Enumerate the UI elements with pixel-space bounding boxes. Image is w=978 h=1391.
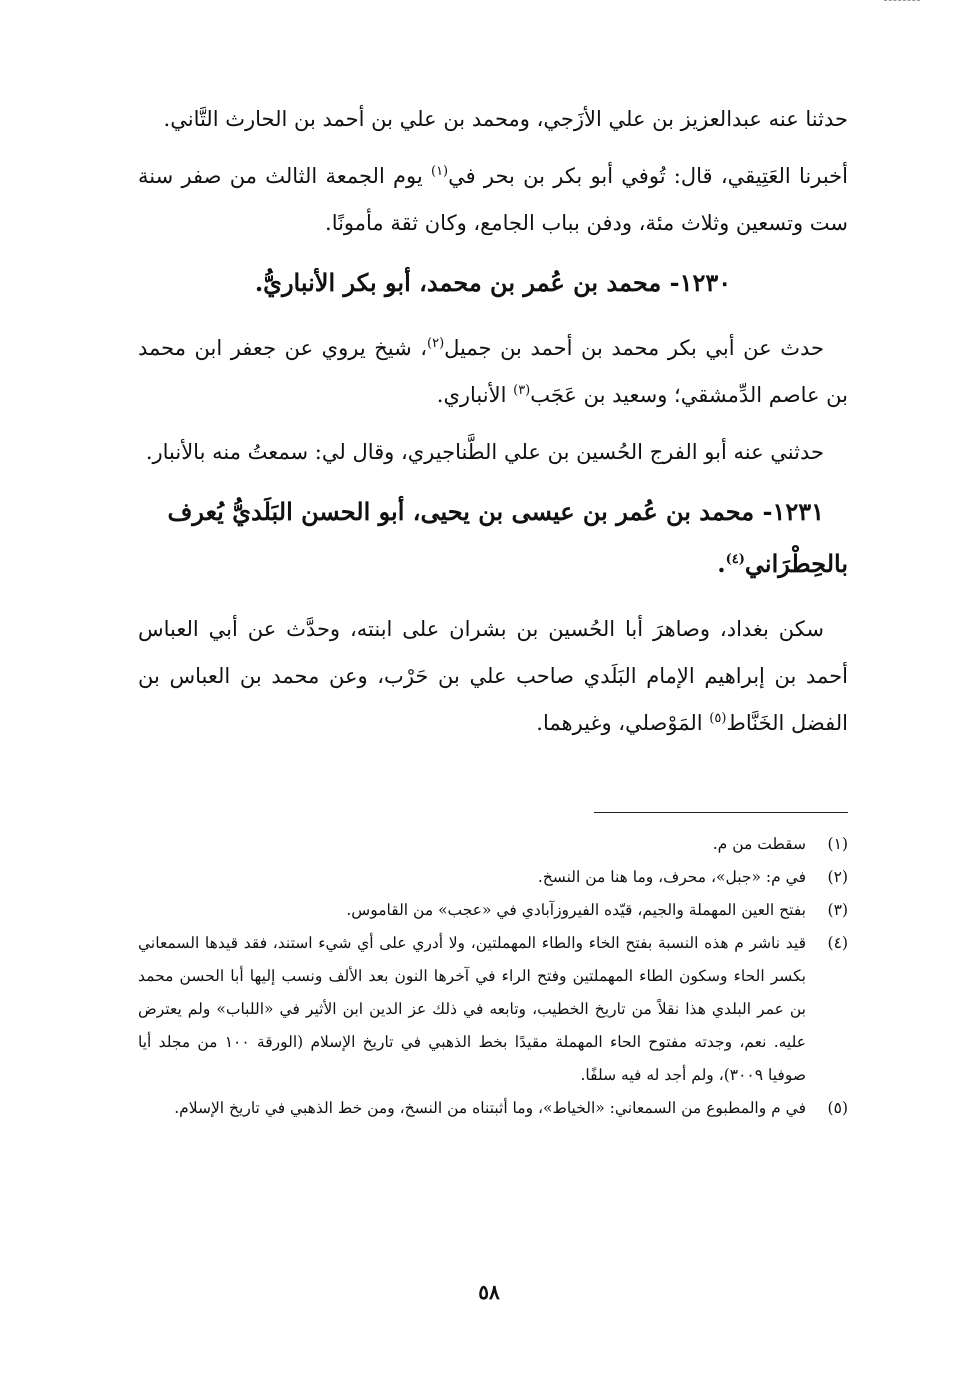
footnote-ref-5[interactable]: (٥) xyxy=(709,711,727,726)
footnote-ref-1[interactable]: (١) xyxy=(430,164,449,179)
paragraph-1-text: حدثنا عنه عبدالعزيز بن علي الأزَجي، ومحمد بن علي بن أحمد بن الحارث التَّاني. xyxy=(163,107,848,131)
footnote-4 xyxy=(138,927,848,1092)
entry-1231-heading xyxy=(138,486,848,590)
scan-edge-mark xyxy=(884,0,920,1)
paragraph-3 xyxy=(138,325,848,419)
footnote-5-text: في م والمطبوع من السمعاني: «الخياط»، وما أثبتناه من النسخ، ومن خط الذهبي في تاريخ الإسلام. xyxy=(174,1099,806,1117)
footnote-3 xyxy=(138,894,848,927)
page-number: ٥٨ xyxy=(478,1280,500,1304)
paragraph-5-text-b: المَوْصلي، وغيرهما. xyxy=(536,711,710,735)
paragraph-4-text: حدثني عنه أبو الفرج الحُسين بن علي الطَّناجيري، وقال لي: سمعتُ منه بالأنبار. xyxy=(145,440,824,464)
paragraph-3-text-c: الأنباري. xyxy=(436,383,514,407)
paragraph-5-text-a: سكن بغداد، وصاهرَ أبا الحُسين بن بشران على ابنته، وحدَّث عن أبي العباس أحمد بن إبراهيم الإمام البَلَدي صاحب علي بن حَرْب، وعن محمد بن العباس بن الفضل الخَنَّاط xyxy=(138,617,848,735)
entry-1231-heading-text-a: ١٢٣١- محمد بن عُمر بن عيسى بن يحيى، أبو الحسن البَلَديُّ يُعرف بالحِطْرَاني xyxy=(167,497,848,578)
footnote-2-number: (٢) xyxy=(827,868,848,886)
paragraph-2-text-b: يوم الجمعة الثالث من صفر سنة ست وتسعين وثلاث مئة، ودفن بباب الجامع، وكان ثقة مأمونًا. xyxy=(138,164,848,235)
paragraph-4 xyxy=(138,429,848,476)
entry-1230-heading xyxy=(138,257,848,309)
footnote-ref-3[interactable]: (٣) xyxy=(513,383,531,398)
footnote-4-number: (٤) xyxy=(827,934,848,952)
footnote-3-text: بفتح العين المهملة والجيم، قيّده الفيروزآبادي في «عجب» من القاموس. xyxy=(346,901,806,919)
footnote-5 xyxy=(138,1092,848,1125)
entry-1231-heading-text-b: . xyxy=(717,549,726,578)
entry-1230-heading-text: ١٢٣٠- محمد بن عُمر بن محمد، أبو بكر الأنباريُّ. xyxy=(254,268,732,297)
paragraph-3-text-b: ، شيخ يروي عن جعفر ابن محمد بن عاصم الدِّمشقي؛ وسعيد بن عَجَب xyxy=(138,336,848,407)
paragraph-2 xyxy=(138,153,848,247)
paragraph-5 xyxy=(138,606,848,747)
footnote-1-text: سقطت من م. xyxy=(712,835,806,853)
footnotes-section xyxy=(138,828,848,1125)
main-text xyxy=(138,96,848,757)
footnote-4-text: قيد ناشر م هذه النسبة بفتح الخاء والطاء المهملتين، ولا أدري على أي شيء استند، فقد قيدها السمعاني بكسر الحاء وسكون الطاء المهملتين وفتح الراء في آخرها النون بعد الألف ونسب إليها أبا الحسن محمد بن عمر البلدي هذا نقلاً من تاريخ الخطيب، وتابعه في ذلك عز الدين ابن الأثير في «اللباب» ولم يعترض عليه. نعم، وجدته مفتوح الحاء المهملة مقيدًا بخط الذهبي في تاريخ الإسلام (الورقة ١٠٠ من مجلد أيا صوفيا ٣٠٠٩)، ولم أجد له فيه سلفًا. xyxy=(138,934,806,1084)
footnote-ref-2[interactable]: (٢) xyxy=(427,336,445,351)
footnote-1 xyxy=(138,828,848,861)
footnote-ref-4[interactable]: (٤) xyxy=(725,552,745,567)
paragraph-1 xyxy=(138,96,848,143)
footnote-3-number: (٣) xyxy=(827,901,848,919)
footnote-1-number: (١) xyxy=(827,835,848,853)
footnote-2-text: في م: «جبل»، محرف، وما هنا من النسخ. xyxy=(537,868,806,886)
footnote-separator xyxy=(594,812,848,813)
paragraph-3-text-a: حدث عن أبي بكر محمد بن أحمد بن جميل xyxy=(444,336,824,360)
footnote-5-number: (٥) xyxy=(827,1099,848,1117)
footnote-2 xyxy=(138,861,848,894)
paragraph-2-text-a: أخبرنا العَتِيقي، قال: تُوفي أبو بكر بن بحر في xyxy=(448,164,848,188)
